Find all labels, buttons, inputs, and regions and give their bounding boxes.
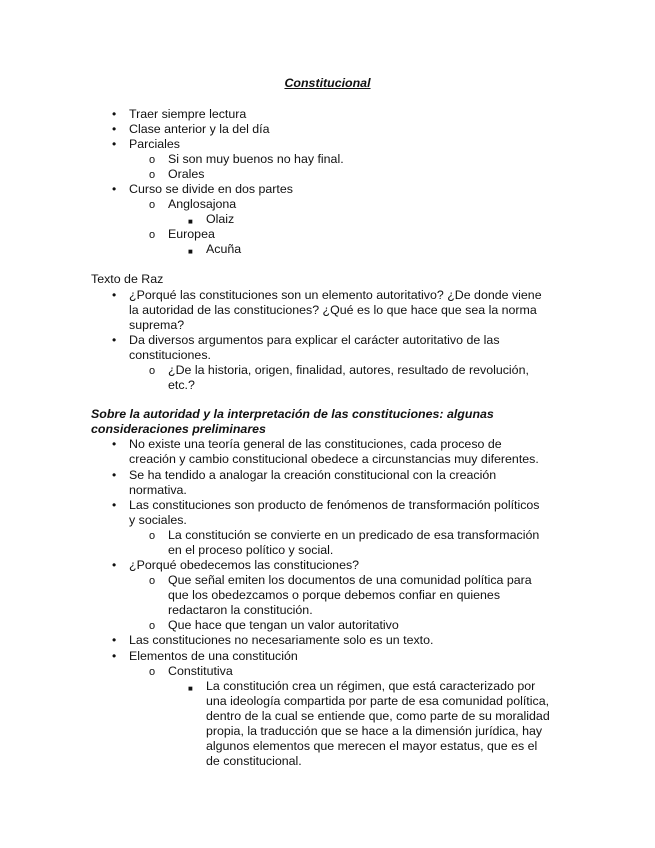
list-item: Elementos de una constitución xyxy=(129,649,298,663)
list-item-line: Que señal emiten los documentos de una comunidad política para xyxy=(168,573,532,587)
circle-bullet-icon: o xyxy=(149,666,156,678)
list-item: Que hace que tengan un valor autoritativo xyxy=(168,618,399,632)
circle-bullet-icon: o xyxy=(149,530,156,542)
bullet-icon: • xyxy=(112,498,117,512)
bullet-icon: • xyxy=(112,437,117,451)
section-heading: Sobre la autoridad y la interpretación de las constituciones: algunas xyxy=(91,407,494,421)
list-item: Traer siempre lectura xyxy=(129,107,247,121)
square-bullet-icon: ■ xyxy=(188,247,193,256)
list-item-line: y sociales. xyxy=(129,513,187,527)
circle-bullet-icon: o xyxy=(149,620,156,632)
page-title: Constitucional xyxy=(284,76,371,90)
circle-bullet-icon: o xyxy=(149,169,156,181)
list-item: Acuña xyxy=(206,242,242,256)
bullet-icon: • xyxy=(112,558,117,572)
list-item-line: que los obedezcamos o porque debemos confiar en quienes xyxy=(168,588,501,602)
list-item-line: ¿De la historia, origen, finalidad, autores, resultado de revolución, xyxy=(168,363,529,377)
list-item-line: No existe una teoría general de las constituciones, cada proceso de xyxy=(129,437,502,451)
list-item-line: de constitucional. xyxy=(206,754,302,768)
bullet-icon: • xyxy=(112,182,117,196)
list-item-line: la autoridad de las constituciones? ¿Qué es lo que hace que sea la norma xyxy=(129,303,537,317)
list-item-line: creación y cambio constitucional obedece a circunstancias muy diferentes. xyxy=(129,452,539,466)
list-item-line: La constitución se convierte en un predicado de esa transformación xyxy=(168,528,540,542)
list-item-line: ¿Porqué las constituciones son un elemento autoritativo? ¿De donde viene xyxy=(129,288,542,302)
list-item: Constitutiva xyxy=(168,664,233,678)
section-label: Texto de Raz xyxy=(91,272,164,286)
bullet-icon: • xyxy=(112,122,117,136)
list-item: Europea xyxy=(168,227,215,241)
list-item: Olaiz xyxy=(206,212,235,226)
list-item: Si son muy buenos no hay final. xyxy=(168,152,344,166)
square-bullet-icon: ■ xyxy=(188,217,193,226)
list-item-line: en el proceso político y social. xyxy=(168,543,334,557)
circle-bullet-icon: o xyxy=(149,154,156,166)
list-item: Orales xyxy=(168,167,205,181)
list-item-line: redactaron la constitución. xyxy=(168,603,313,617)
circle-bullet-icon: o xyxy=(149,365,156,377)
square-bullet-icon: ■ xyxy=(188,684,193,693)
section-heading: consideraciones preliminares xyxy=(91,422,266,436)
list-item: Las constituciones no necesariamente solo es un texto. xyxy=(129,633,434,647)
list-item-line: propia, la traducción que se hace a la dimensión jurídica, hay xyxy=(206,724,543,738)
circle-bullet-icon: o xyxy=(149,199,156,211)
list-item-line: constituciones. xyxy=(129,348,211,362)
list-item-line: etc.? xyxy=(168,378,195,392)
list-item-line: normativa. xyxy=(129,483,187,497)
list-item-line: Da diversos argumentos para explicar el carácter autoritativo de las xyxy=(129,333,500,347)
bullet-icon: • xyxy=(112,137,117,151)
bullet-icon: • xyxy=(112,468,117,482)
list-item-line: algunos elementos que merecen el mayor estatus, que es el xyxy=(206,739,538,753)
list-item-line: una ideología compartida por parte de esa comunidad política, xyxy=(206,694,550,708)
list-item-line: La constitución crea un régimen, que está caracterizado por xyxy=(206,679,536,693)
circle-bullet-icon: o xyxy=(149,229,156,241)
bullet-icon: • xyxy=(112,288,117,302)
bullet-icon: • xyxy=(112,633,117,647)
list-item: Anglosajona xyxy=(168,197,237,211)
list-item-line: dentro de la cual se entiende que, como parte de su moralidad xyxy=(206,709,550,723)
list-item: ¿Porqué obedecemos las constituciones? xyxy=(129,558,360,572)
list-item: Parciales xyxy=(129,137,180,151)
bullet-icon: • xyxy=(112,649,117,663)
bullet-icon: • xyxy=(112,333,117,347)
list-item-line: suprema? xyxy=(129,318,185,332)
list-item-line: Se ha tendido a analogar la creación constitucional con la creación xyxy=(129,468,497,482)
list-item-line: Las constituciones son producto de fenómenos de transformación políticos xyxy=(129,498,540,512)
circle-bullet-icon: o xyxy=(149,575,156,587)
list-item: Clase anterior y la del día xyxy=(129,122,270,136)
list-item: Curso se divide en dos partes xyxy=(129,182,293,196)
bullet-icon: • xyxy=(112,107,117,121)
